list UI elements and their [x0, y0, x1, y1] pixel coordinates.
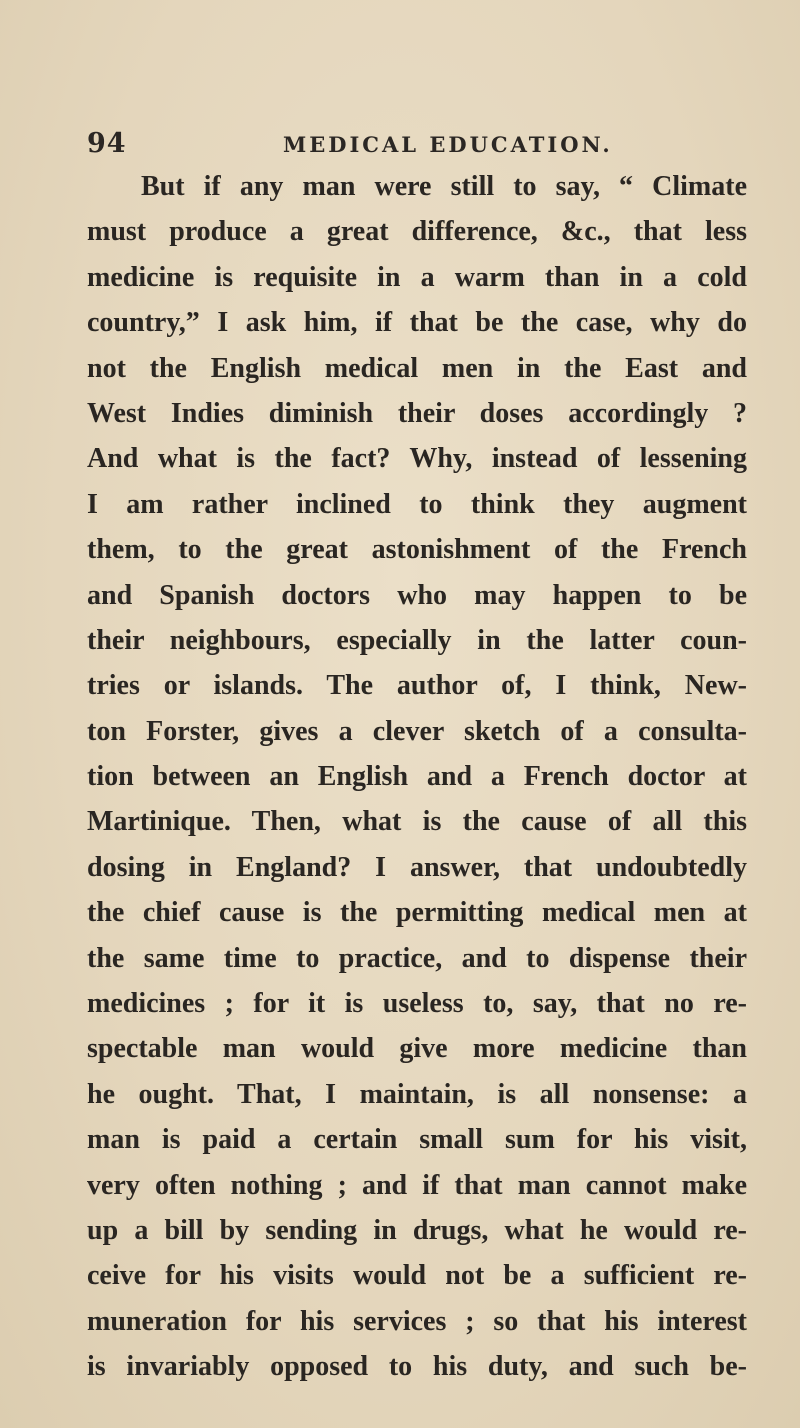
text-line: dosing in England? I answer, that undoubtedly — [87, 851, 747, 883]
text-line: very often nothing ; and if that man cannot make — [87, 1169, 747, 1201]
text-line: must produce a great difference, &c., that less — [87, 216, 747, 248]
text-line: Martinique. Then, what is the cause of all this — [87, 806, 747, 838]
text-line: But if any man were still to say, “ Climate — [141, 171, 747, 202]
text-line: tries or islands. The author of, I think, New- — [87, 670, 747, 702]
text-line: the same time to practice, and to dispense their — [87, 942, 747, 974]
text-line: medicines ; for it is useless to, say, that no re- — [87, 988, 747, 1020]
text-line: ceive for his visits would not be a sufficient re- — [87, 1260, 747, 1292]
text-line: country,” I ask him, if that be the case, why do — [87, 307, 747, 339]
body-text — [87, 164, 747, 1390]
text-line: muneration for his services ; so that his interest — [87, 1305, 747, 1337]
text-line: medicine is requisite in a warm than in a cold — [87, 261, 747, 293]
page-header — [87, 128, 747, 168]
text-line: man is paid a certain small sum for his visit, — [87, 1124, 747, 1156]
text-line: tion between an English and a French doctor at — [87, 761, 747, 793]
text-line: is invariably opposed to his duty, and such be- — [87, 1351, 747, 1383]
text-line: spectable man would give more medicine than — [87, 1033, 747, 1065]
text-line: And what is the fact? Why, instead of lessening — [87, 443, 747, 475]
text-line: ton Forster, gives a clever sketch of a consulta- — [87, 715, 747, 747]
text-line: their neighbours, especially in the latter coun- — [87, 624, 747, 656]
text-line: the chief cause is the permitting medical men at — [87, 897, 747, 929]
text-line: I am rather inclined to think they augment — [87, 488, 747, 520]
page-number: 94 — [87, 128, 127, 159]
text-line: them, to the great astonishment of the French — [87, 534, 747, 566]
text-line: up a bill by sending in drugs, what he would re- — [87, 1214, 747, 1246]
running-head: MEDICAL EDUCATION. — [283, 132, 613, 157]
text-line: not the English medical men in the East and — [87, 352, 747, 384]
text-line: he ought. That, I maintain, is all nonsense: a — [87, 1078, 747, 1110]
text-line: and Spanish doctors who may happen to be — [87, 579, 747, 611]
text-line: West Indies diminish their doses accordingly ? — [87, 397, 747, 429]
